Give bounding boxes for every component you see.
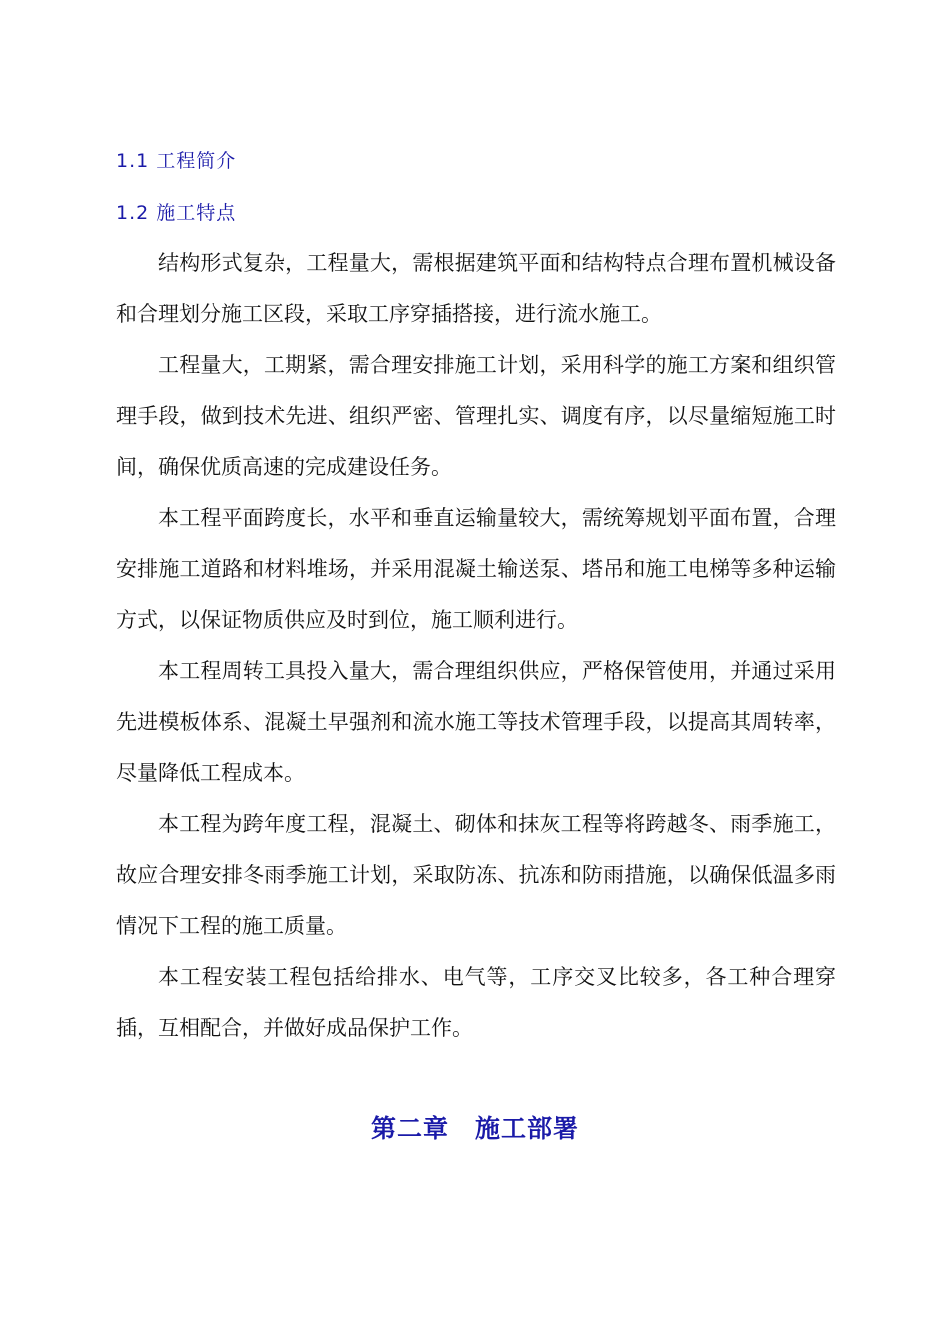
paragraph: 工程量大，工期紧，需合理安排施工计划，采用科学的施工方案和组织管理手段，做到技术先进、组织严密、管理扎实、调度有序，以尽量缩短施工时间，确保优质高速的完成建设任务。 <box>116 353 836 479</box>
toc-link-construction-features[interactable]: 1.2 施工特点 <box>116 202 237 224</box>
body-text <box>116 238 836 1054</box>
chapter-title: 第二章 施工部署 <box>370 1114 579 1143</box>
paragraph: 本工程安装工程包括给排水、电气等，工序交叉比较多，各工种合理穿插，互相配合，并做好成品保护工作。 <box>116 965 836 1040</box>
paragraph: 本工程为跨年度工程，混凝土、砌体和抹灰工程等将跨越冬、雨季施工，故应合理安排冬雨季施工计划，采取防冻、抗冻和防雨措施，以确保低温多雨情况下工程的施工质量。 <box>116 812 836 938</box>
paragraph: 结构形式复杂，工程量大，需根据建筑平面和结构特点合理布置机械设备和合理划分施工区段，采取工序穿插搭接，进行流水施工。 <box>116 251 836 326</box>
paragraph: 本工程周转工具投入量大，需合理组织供应，严格保管使用，并通过采用先进模板体系、混凝土早强剂和流水施工等技术管理手段，以提高其周转率，尽量降低工程成本。 <box>116 659 836 785</box>
paragraph: 本工程平面跨度长，水平和垂直运输量较大，需统筹规划平面布置，合理安排施工道路和材料堆场，并采用混凝土输送泵、塔吊和施工电梯等多种运输方式，以保证物质供应及时到位，施工顺利进行。 <box>116 506 836 632</box>
toc-link-project-overview[interactable]: 1.1 工程简介 <box>116 150 237 172</box>
